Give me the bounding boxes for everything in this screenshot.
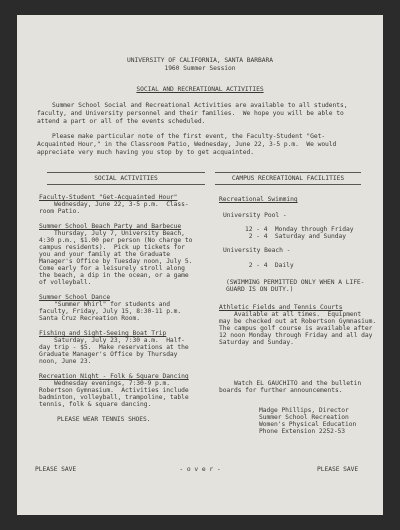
campus-heading: CAMPUS RECREATIONAL FACILITIES bbox=[231, 175, 345, 182]
fields-title: Athletic Fields and Tennis Courts bbox=[219, 304, 343, 311]
event-title: Faculty-Student "Get-Acquainted Hour" bbox=[39, 194, 178, 201]
event-title: Summer School Dance bbox=[39, 294, 111, 301]
campus-heading-underline bbox=[215, 184, 361, 185]
document-page: UNIVERSITY OF CALIFORNIA, SANTA BARBARA 1960 Summer Session SOCIAL AND RECREATIONAL ACTIVITIES Summer School Social and Recreational Activities are available to all students, faculty, and University personnel and their families. We hope you will be able to attend a part or all of the events scheduled. Please make particular note of the first event, the Faculty-Student "Get- Acquainted Hour," in the Classroom Patio, Wednesday, June 22, 3-5 p.m. We would appreciate very much having you stop by to get acquainted. SOCIAL ACTIVITIES CAMPUS RECREATIONAL FACILITIES Faculty-Student "Get-Acquainted Hour" Wednesday, June 22, 3-5 p.m. Class- room Patio. Summer School Beach Party and Barbecue Thursday, July 7, University Beach, 4:30 p.m., $1.00 per person (No charge to campus residents). Pick up tickets for you and your family at the Graduate Manager's Office by Tuesday noon, July 5. Come early for a leisurely stroll along the beach, a dip in the ocean, or a game of volleyball. Summer School Dance "Summer Whirl" for students and faculty, Friday, July 15, 8:30-11 p.m. Santa Cruz Recreation Room. Fishing and Sight-Seeing Boat Trip Saturday, July 23, 7:30 a.m. Half- day trip - $5. Make reservations at the Graduate Manager's Office by Thursday noon, June 23. Recreation Night - Folk & Square Dancing Wednesday evenings, 7:30-9 p.m. Robertson Gymnasium. Activities include badminton, volleyball, trampoline, table tennis, folk & square dancing. PLEASE WEAR TENNIS SHOES. Recreational Swimming University Pool - 12 - 4 Monday through Friday 2 - 4 Saturday and Sunday University Beach - 2 - 4 Daily (SWIMMING PERMITTED ONLY WHEN A LIFE- GUARD IS ON DUTY.) Athletic Fields and Tennis Courts Available at all times. Equipment may be checked out at Robertson Gymnasium. The campus golf course is available after 12 noon Monday through Friday and all day Saturday and Sunday. Watch EL GAUCHITO and the bulletin boards for further announcements. Madge Phillips, Director Summer School Recreation Women's Physical Education Phone Extension 2252-53 PLEASE SAVE - o v e r - PLEASE SAVE bbox=[17, 15, 383, 515]
tennis-shoes-note: PLEASE WEAR TENNIS SHOES. bbox=[57, 416, 151, 423]
social-heading: SOCIAL ACTIVITIES bbox=[94, 175, 158, 182]
pool-hours-weekday: 12 - 4 Monday through Friday bbox=[245, 226, 354, 233]
footer-please-save-right: PLEASE SAVE bbox=[317, 466, 359, 473]
event-title: Recreation Night - Folk & Square Dancing bbox=[39, 373, 189, 380]
swimming-title: Recreational Swimming bbox=[219, 196, 298, 203]
footer-over: - o v e r - bbox=[179, 466, 221, 473]
session-name: 1960 Summer Session bbox=[164, 65, 236, 72]
swim-note-line-2: GUARD IS ON DUTY.) bbox=[226, 286, 294, 293]
main-title: SOCIAL AND RECREATIONAL ACTIVITIES bbox=[136, 86, 264, 93]
event-title: Fishing and Sight-Seeing Boat Trip bbox=[39, 330, 167, 337]
footer-please-save-left: PLEASE SAVE bbox=[35, 466, 77, 473]
social-heading-underline bbox=[47, 184, 205, 185]
pool-label: University Pool - bbox=[223, 212, 287, 219]
swim-note-line-1: (SWIMMING PERMITTED ONLY WHEN A LIFE- bbox=[226, 279, 365, 286]
beach-hours: 2 - 4 Daily bbox=[245, 262, 294, 269]
campus-heading-rule bbox=[215, 172, 361, 173]
university-name: UNIVERSITY OF CALIFORNIA, SANTA BARBARA bbox=[127, 57, 273, 64]
beach-label: University Beach - bbox=[223, 247, 291, 254]
pool-hours-weekend: 2 - 4 Saturday and Sunday bbox=[245, 233, 347, 240]
event-title: Summer School Beach Party and Barbecue bbox=[39, 223, 182, 230]
social-heading-rule bbox=[47, 172, 205, 173]
